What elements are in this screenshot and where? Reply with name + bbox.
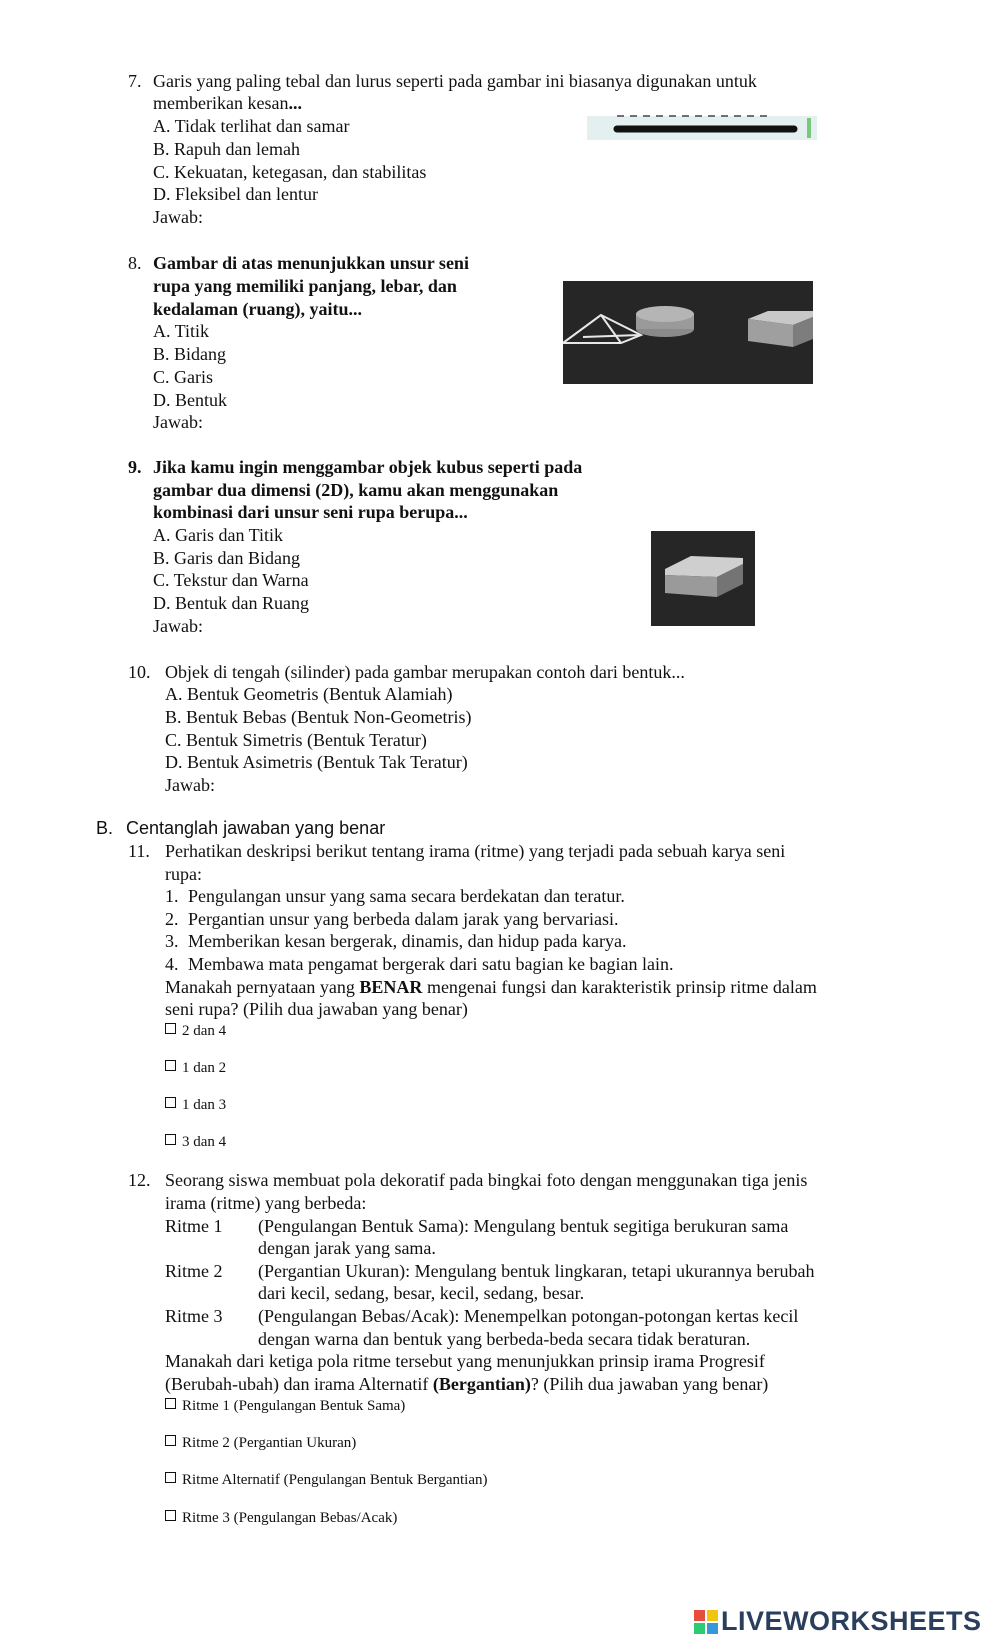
q11-item-3-text: Memberikan kesan bergerak, dinamis, dan hidup pada karya. bbox=[188, 931, 627, 951]
q10-option-a: A. Bentuk Geometris (Bentuk Alamiah) bbox=[165, 684, 453, 704]
q11-question-line1: Manakah pernyataan yang BENAR mengenai fungsi dan karakteristik prinsip ritme dalam bbox=[165, 977, 817, 997]
q7-text-line2: memberikan kesan... bbox=[153, 93, 302, 113]
checkbox-icon[interactable] bbox=[165, 1510, 176, 1521]
q11-number: 11. bbox=[128, 841, 150, 861]
q11-intro-line1: Perhatikan deskripsi berikut tentang irama (ritme) yang terjadi pada sebuah karya seni bbox=[165, 841, 786, 861]
q11-item-3-number: 3. bbox=[165, 931, 179, 951]
q8-option-d: D. Bentuk bbox=[153, 390, 227, 410]
q12-choice-1[interactable]: Ritme 1 (Pengulangan Bentuk Sama) bbox=[165, 1396, 405, 1416]
liveworksheets-logo-icon bbox=[694, 1610, 718, 1634]
q11-item-2-number: 2. bbox=[165, 909, 179, 929]
q10-answer-label: Jawab: bbox=[165, 775, 215, 795]
cube-image bbox=[651, 531, 755, 626]
q11-intro-line2: rupa: bbox=[165, 864, 202, 884]
q11-choice-3[interactable]: 1 dan 3 bbox=[165, 1095, 226, 1115]
q11-item-4-number: 4. bbox=[165, 954, 179, 974]
q9-answer-label: Jawab: bbox=[153, 616, 203, 636]
q10-option-d: D. Bentuk Asimetris (Bentuk Tak Teratur) bbox=[165, 752, 468, 772]
q8-option-a: A. Titik bbox=[153, 321, 210, 341]
q12-question-line1: Manakah dari ketiga pola ritme tersebut yang menunjukkan prinsip irama Progresif bbox=[165, 1351, 765, 1371]
q7-answer-label: Jawab: bbox=[153, 207, 203, 227]
q7-option-b: B. Rapuh dan lemah bbox=[153, 139, 300, 159]
thick-line-image bbox=[587, 110, 817, 144]
q11-choice-4[interactable]: 3 dan 4 bbox=[165, 1132, 226, 1152]
q12-ritme-1-label: Ritme 1 bbox=[165, 1216, 223, 1236]
q12-number: 12. bbox=[128, 1170, 151, 1190]
q8-text-line1: Gambar di atas menunjukkan unsur seni bbox=[153, 253, 469, 273]
section-b-title: Centanglah jawaban yang benar bbox=[126, 818, 386, 838]
q12-ritme-3-desc-line2: dengan warna dan bentuk yang berbeda-beda secara tidak beraturan. bbox=[258, 1329, 751, 1349]
checkbox-icon[interactable] bbox=[165, 1097, 176, 1108]
checkbox-icon[interactable] bbox=[165, 1023, 176, 1034]
q9-text-line2: gambar dua dimensi (2D), kamu akan menggunakan bbox=[153, 480, 559, 500]
q11-item-2-text: Pergantian unsur yang berbeda dalam jarak yang bervariasi. bbox=[188, 909, 619, 929]
q10-number: 10. bbox=[128, 662, 151, 682]
q8-answer-label: Jawab: bbox=[153, 412, 203, 432]
checkbox-icon[interactable] bbox=[165, 1472, 176, 1483]
checkbox-icon[interactable] bbox=[165, 1435, 176, 1446]
q12-ritme-2-desc-line2: dari kecil, sedang, besar, kecil, sedang, besar. bbox=[258, 1283, 585, 1303]
q12-question-line2: (Berubah-ubah) dan irama Alternatif (Bergantian)? (Pilih dua jawaban yang benar) bbox=[165, 1374, 769, 1394]
q10-text: Objek di tengah (silinder) pada gambar merupakan contoh dari bentuk... bbox=[165, 662, 685, 682]
q12-choice-4[interactable]: Ritme 3 (Pengulangan Bebas/Acak) bbox=[165, 1508, 397, 1528]
q9-text-line3: kombinasi dari unsur seni rupa berupa... bbox=[153, 502, 468, 522]
q9-number: 9. bbox=[128, 457, 142, 477]
q8-option-c: C. Garis bbox=[153, 367, 213, 387]
q8-option-b: B. Bidang bbox=[153, 344, 227, 364]
q9-option-a: A. Garis dan Titik bbox=[153, 525, 284, 545]
3d-shapes-image bbox=[563, 281, 813, 384]
q7-number: 7. bbox=[128, 71, 142, 91]
q9-option-c: C. Tekstur dan Warna bbox=[153, 570, 309, 590]
q12-ritme-1-desc-line2: dengan jarak yang sama. bbox=[258, 1238, 436, 1258]
q7-text-line1: Garis yang paling tebal dan lurus seperti pada gambar ini biasanya digunakan untuk bbox=[153, 71, 757, 91]
q11-item-1-number: 1. bbox=[165, 886, 179, 906]
q9-option-b: B. Garis dan Bidang bbox=[153, 548, 300, 568]
q7-option-a: A. Tidak terlihat dan samar bbox=[153, 116, 350, 136]
q12-ritme-3-label: Ritme 3 bbox=[165, 1306, 223, 1326]
q12-ritme-3-desc-line1: (Pengulangan Bebas/Acak): Menempelkan potongan-potongan kertas kecil bbox=[258, 1306, 799, 1326]
q11-item-1-text: Pengulangan unsur yang sama secara berdekatan dan teratur. bbox=[188, 886, 625, 906]
checkbox-icon[interactable] bbox=[165, 1134, 176, 1145]
q10-option-b: B. Bentuk Bebas (Bentuk Non-Geometris) bbox=[165, 707, 472, 727]
q12-intro-line2: irama (ritme) yang berbeda: bbox=[165, 1193, 367, 1213]
q12-ritme-2-desc-line1: (Pergantian Ukuran): Mengulang bentuk lingkaran, tetapi ukurannya berubah bbox=[258, 1261, 815, 1281]
q11-choice-2[interactable]: 1 dan 2 bbox=[165, 1058, 226, 1078]
q12-choice-3[interactable]: Ritme Alternatif (Pengulangan Bentuk Bergantian) bbox=[165, 1470, 488, 1490]
q12-choice-2[interactable]: Ritme 2 (Pergantian Ukuran) bbox=[165, 1433, 356, 1453]
checkbox-icon[interactable] bbox=[165, 1398, 176, 1409]
q7-option-d: D. Fleksibel dan lentur bbox=[153, 184, 318, 204]
q9-text-line1: Jika kamu ingin menggambar objek kubus seperti pada bbox=[153, 457, 583, 477]
q11-question-line2: seni rupa? (Pilih dua jawaban yang benar) bbox=[165, 999, 468, 1019]
q8-text-line2: rupa yang memiliki panjang, lebar, dan bbox=[153, 276, 457, 296]
q12-intro-line1: Seorang siswa membuat pola dekoratif pada bingkai foto dengan menggunakan tiga jenis bbox=[165, 1170, 808, 1190]
q9-option-d: D. Bentuk dan Ruang bbox=[153, 593, 309, 613]
q11-choice-1[interactable]: 2 dan 4 bbox=[165, 1021, 226, 1041]
q8-number: 8. bbox=[128, 253, 142, 273]
q10-option-c: C. Bentuk Simetris (Bentuk Teratur) bbox=[165, 730, 427, 750]
q12-ritme-1-desc-line1: (Pengulangan Bentuk Sama): Mengulang bentuk segitiga berukuran sama bbox=[258, 1216, 789, 1236]
q11-item-4-text: Membawa mata pengamat bergerak dari satu bagian ke bagian lain. bbox=[188, 954, 674, 974]
checkbox-icon[interactable] bbox=[165, 1060, 176, 1071]
q8-text-line3: kedalaman (ruang), yaitu... bbox=[153, 299, 363, 319]
liveworksheets-logo[interactable]: LIVEWORKSHEETS bbox=[721, 1606, 982, 1636]
section-b-label: B. bbox=[96, 818, 114, 838]
q12-ritme-2-label: Ritme 2 bbox=[165, 1261, 223, 1281]
q7-option-c: C. Kekuatan, ketegasan, dan stabilitas bbox=[153, 162, 427, 182]
